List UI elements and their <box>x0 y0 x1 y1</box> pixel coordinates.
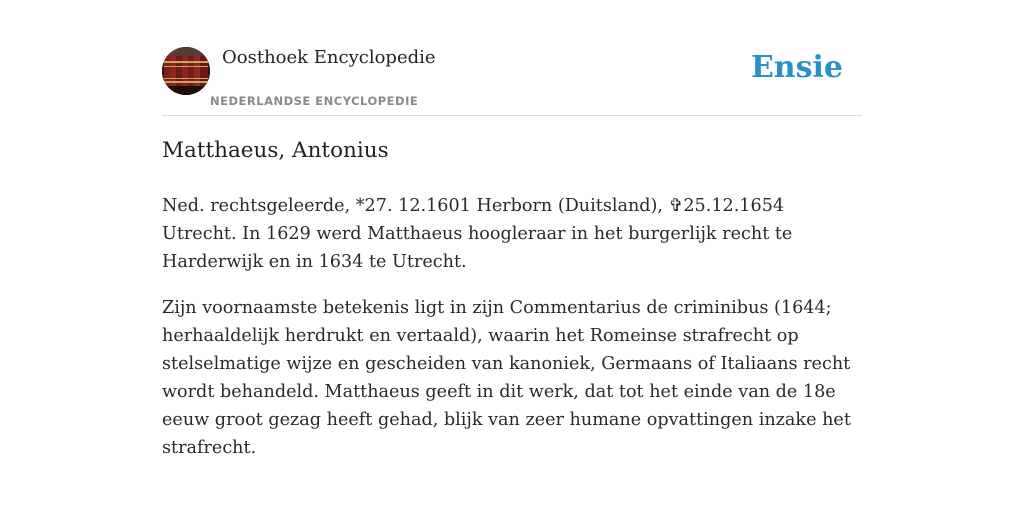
article-paragraph: Zijn voornaamste betekenis ligt in zijn Commentarius de criminibus (1644; herhaaldelijk herdrukt en vertaald), waarin het Romeinse strafrecht op stelselmatige wijze en gescheiden van kanoniek, Germaans of Italiaans recht wordt behandeld. Matthaeus geeft in dit werk, dat tot het einde van de 18e eeuw groot gezag heeft gehad, blijk van zeer humane opvattingen inzake het strafrecht. <box>162 298 851 458</box>
page-title: Matthaeus, Antonius <box>162 138 389 163</box>
encyclopedia-books-icon[interactable] <box>162 47 210 95</box>
article-body <box>162 192 862 480</box>
site-header <box>162 44 862 116</box>
article-paragraph: Ned. rechtsgeleerde, *27. 12.1601 Herborn (Duitsland), ✞25.12.1654 Utrecht. In 1629 werd Matthaeus hoogleraar in het burgerlijk recht te Harderwijk en in 1634 te Utrecht. <box>162 196 793 272</box>
header-divider <box>162 115 862 116</box>
source-subtitle: NEDERLANDSE ENCYCLOPEDIE <box>210 94 419 108</box>
source-title[interactable]: Oosthoek Encyclopedie <box>222 47 436 68</box>
brand-logo[interactable]: Ensie <box>750 50 843 85</box>
